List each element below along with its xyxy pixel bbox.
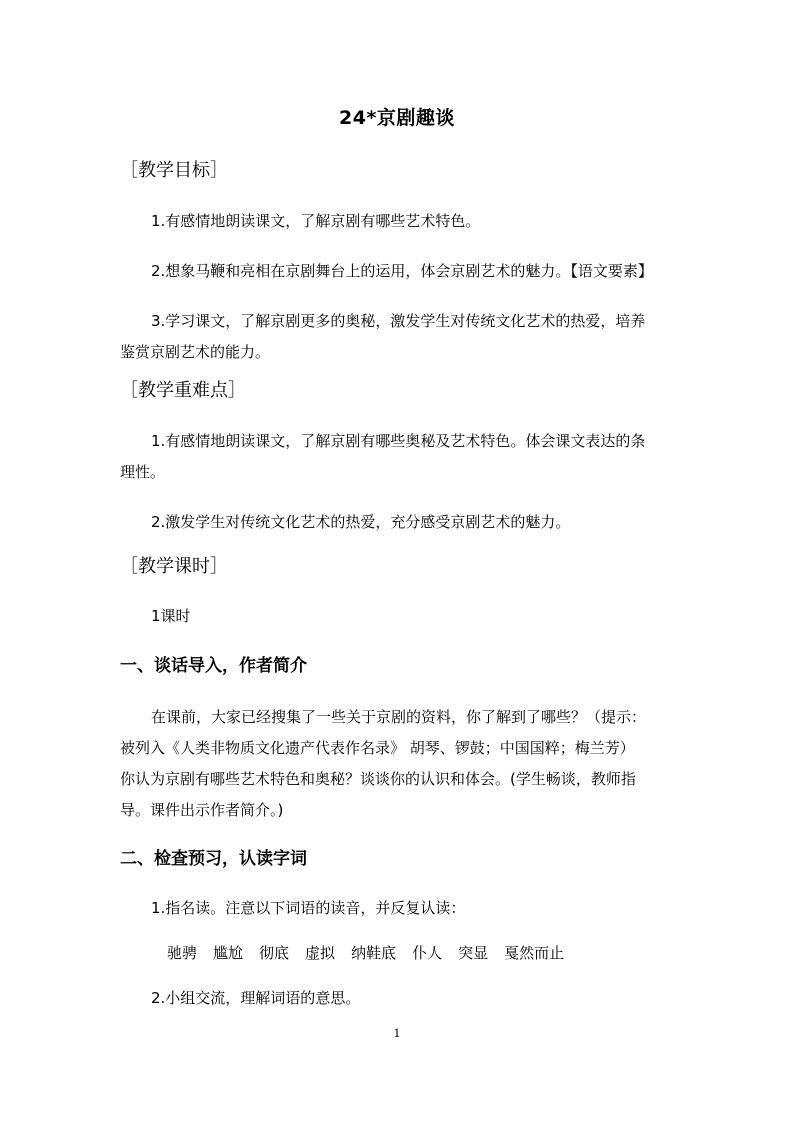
vocab-word: 仆人 bbox=[412, 944, 443, 962]
vocab-word: 突显 bbox=[458, 944, 489, 962]
vocab-word: 驰骋 bbox=[167, 944, 198, 962]
keypoint-item-1: 1.有感情地朗读课文，了解京剧有哪些奥秘及艺术特色。体会课文表达的条 bbox=[151, 432, 646, 450]
goals-list bbox=[120, 206, 680, 368]
part2-step2 bbox=[120, 983, 680, 1014]
part2-step2-text: 2.小组交流，理解词语的意思。 bbox=[151, 989, 361, 1007]
part1-paragraph bbox=[120, 702, 680, 826]
goal-item-1: 1.有感情地朗读课文，了解京剧有哪些艺术特色。 bbox=[151, 212, 481, 230]
part1-heading: 一、谈话导入，作者简介 bbox=[120, 656, 307, 676]
part2-heading: 二、检查预习，认读字词 bbox=[120, 849, 307, 869]
keypoint-item-1-cont: 理性。 bbox=[120, 463, 166, 481]
part1-line-2: 被列入《人类非物质文化遗产代表作名录》 胡琴、锣鼓；中国国粹；梅兰芳） bbox=[120, 739, 635, 757]
goals-heading: ［教学目标］ bbox=[120, 160, 228, 181]
vocab-word: 虚拟 bbox=[305, 944, 336, 962]
vocab-word: 纳鞋底 bbox=[351, 944, 397, 962]
goal-item-2: 2.想象马鞭和亮相在京剧舞台上的运用，体会京剧艺术的魅力。【语文要素】 bbox=[151, 262, 653, 280]
vocab-word: 尴尬 bbox=[213, 944, 244, 962]
keypoints-heading: ［教学重难点］ bbox=[120, 380, 246, 401]
hours-heading: ［教学课时］ bbox=[120, 556, 228, 577]
part1-line-1: 在课前，大家已经搜集了一些关于京剧的资料，你了解到了哪些？（提示： bbox=[151, 708, 647, 726]
hours-value: 1课时 bbox=[151, 607, 191, 625]
part2-step1 bbox=[120, 893, 680, 924]
hours-text bbox=[120, 601, 680, 632]
document-title: 24*京剧趣谈 bbox=[339, 107, 455, 129]
page-number: 1 bbox=[393, 1027, 401, 1040]
goal-item-3: 3.学习课文，了解京剧更多的奥秘，激发学生对传统文化艺术的热爱，培养 bbox=[151, 312, 646, 330]
part1-line-3: 你认为京剧有哪些艺术特色和奥秘？谈谈你的认识和体会。(学生畅谈，教师指 bbox=[120, 770, 636, 788]
keypoint-item-2: 2.激发学生对传统文化艺术的热爱，充分感受京剧艺术的魅力。 bbox=[151, 513, 571, 531]
part2-step1-text: 1.指名读。注意以下词语的读音，并反复认读： bbox=[151, 899, 466, 917]
part1-line-4: 导。课件出示作者简介。) bbox=[120, 801, 284, 819]
vocab-word: 戛然而止 bbox=[504, 944, 565, 962]
vocabulary-list bbox=[167, 940, 580, 966]
vocab-word: 彻底 bbox=[259, 944, 290, 962]
goal-item-3-cont: 鉴赏京剧艺术的能力。 bbox=[120, 343, 271, 361]
keypoints-list bbox=[120, 426, 680, 538]
